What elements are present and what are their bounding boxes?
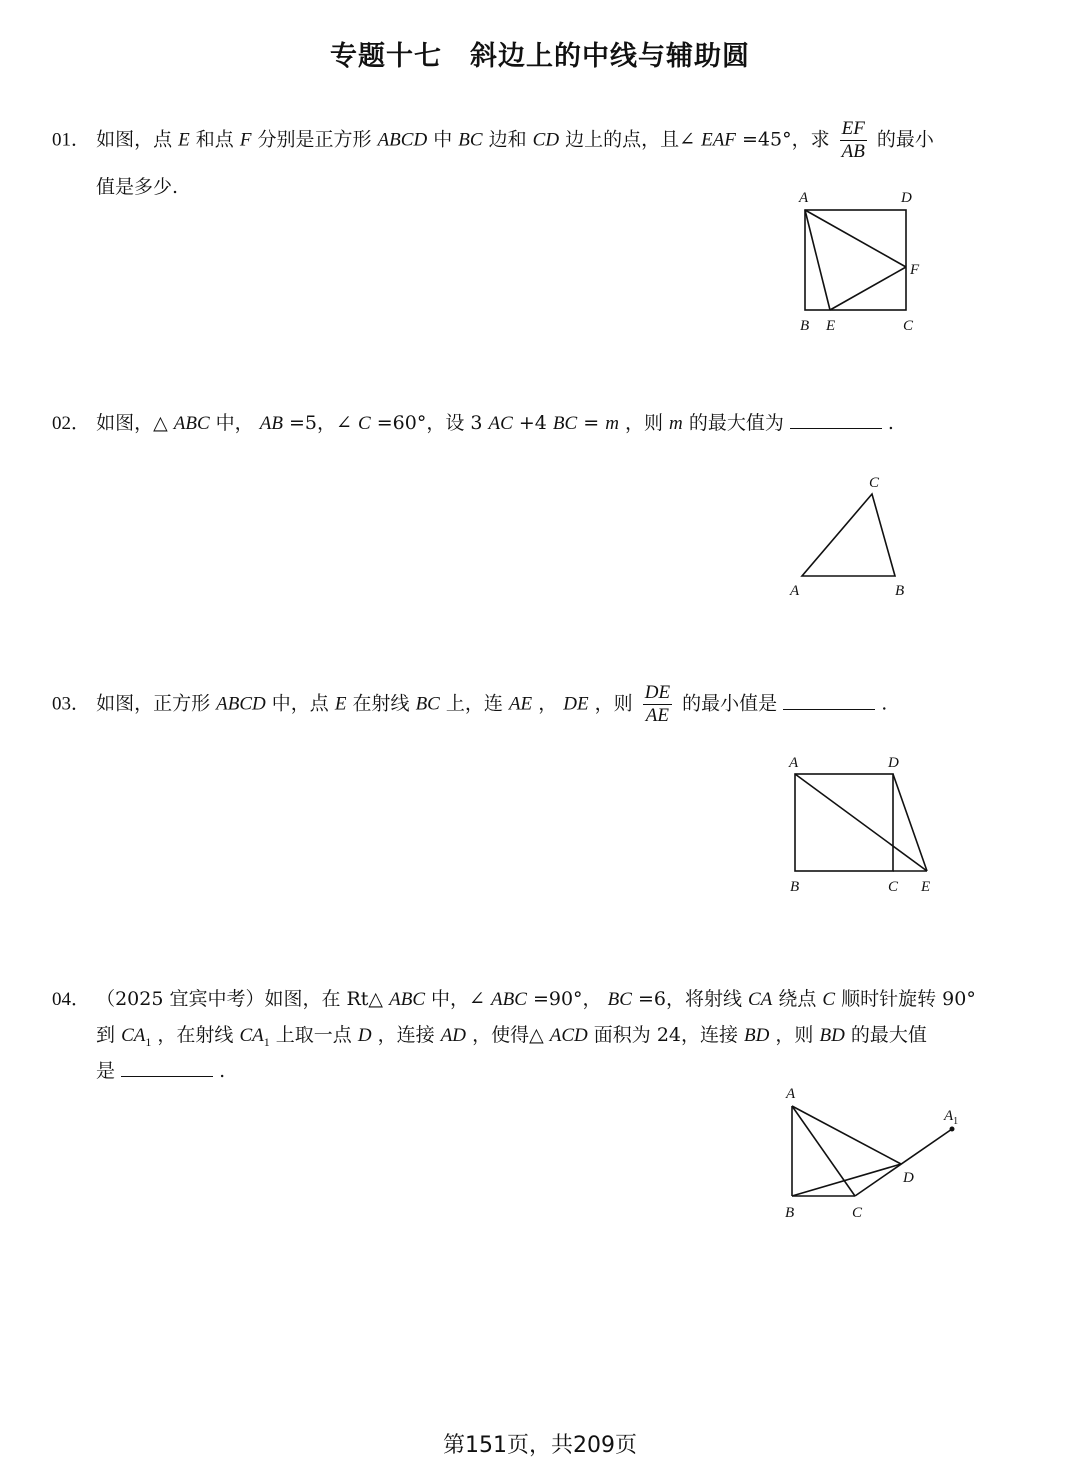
segment-af bbox=[805, 210, 906, 267]
label-c: C bbox=[903, 318, 914, 334]
label-a1-letter: A bbox=[944, 1108, 954, 1124]
problem-text: . bbox=[887, 412, 894, 434]
label-a: A bbox=[790, 583, 800, 599]
problem-text: =60°，设 3 bbox=[376, 412, 483, 434]
problem-text: 中，∠ bbox=[431, 988, 485, 1010]
math-var: CA bbox=[239, 1025, 264, 1046]
problem-04 bbox=[52, 980, 1032, 1090]
problem-text: =5，∠ bbox=[289, 412, 352, 434]
math-var: m bbox=[669, 413, 683, 434]
fraction bbox=[643, 682, 672, 727]
segment-ad bbox=[792, 1106, 901, 1164]
problem-text: ，则 bbox=[594, 692, 633, 715]
segment-ae bbox=[795, 774, 927, 871]
point-a1 bbox=[950, 1127, 955, 1132]
problem-text: ，在射线 bbox=[157, 1024, 234, 1046]
figure-04 bbox=[780, 1080, 980, 1225]
segment-ac bbox=[792, 1106, 855, 1196]
label-e: E bbox=[921, 879, 931, 895]
math-var: ABCD bbox=[216, 693, 266, 715]
fraction-denominator: AB bbox=[841, 141, 865, 162]
problem-text: . bbox=[881, 692, 888, 715]
math-var: AB bbox=[259, 413, 283, 434]
math-var: BC bbox=[607, 989, 632, 1010]
label-a1 bbox=[943, 1108, 958, 1127]
label-c: C bbox=[869, 475, 880, 491]
problem-text: 边上的点，且∠ bbox=[565, 128, 696, 151]
label-d: D bbox=[888, 755, 899, 771]
figure-01 bbox=[790, 186, 930, 336]
problem-text: 如图，点 bbox=[96, 128, 173, 151]
problem-text: 中，点 bbox=[271, 692, 329, 715]
math-var: AD bbox=[440, 1025, 467, 1046]
math-var: D bbox=[357, 1025, 372, 1046]
problem-text: ， bbox=[538, 692, 558, 715]
triangle-abc bbox=[802, 494, 895, 576]
math-var: ABCD bbox=[377, 129, 428, 151]
problem-text: 的最小值是 bbox=[682, 692, 778, 715]
math-var: BD bbox=[819, 1025, 845, 1046]
math-var: F bbox=[239, 129, 252, 151]
label-b: B bbox=[895, 583, 905, 599]
math-var: ABC bbox=[491, 989, 527, 1010]
page-footer: 第151页，共209页 bbox=[443, 1433, 637, 1458]
math-var: ABC bbox=[173, 413, 210, 434]
problem-text: 中， bbox=[215, 412, 254, 434]
fraction bbox=[840, 118, 867, 163]
label-d: D bbox=[903, 1170, 914, 1186]
math-var: E bbox=[334, 693, 347, 715]
label-e: E bbox=[826, 318, 836, 334]
answer-blank[interactable] bbox=[783, 691, 875, 710]
math-var: C bbox=[822, 989, 836, 1010]
label-b: B bbox=[785, 1205, 795, 1221]
problem-text: 如图，△ bbox=[96, 412, 168, 434]
page-title: 专题十七 斜边上的中线与辅助圆 bbox=[330, 41, 750, 72]
subscript: 1 bbox=[145, 1034, 152, 1049]
problem-number: 01． bbox=[52, 129, 91, 151]
label-f: F bbox=[910, 262, 920, 278]
problem-text: +4 bbox=[518, 412, 547, 434]
problem-text: ，连接 bbox=[377, 1024, 435, 1046]
label-b: B bbox=[790, 879, 800, 895]
math-var: ACD bbox=[549, 1025, 588, 1046]
math-var: BD bbox=[744, 1025, 770, 1046]
segment-ae bbox=[805, 210, 830, 310]
figure-02 bbox=[785, 470, 925, 605]
label-c: C bbox=[888, 879, 899, 895]
problem-number: 02． bbox=[52, 413, 91, 434]
math-var: AC bbox=[488, 413, 513, 434]
problem-text: =90°， bbox=[532, 988, 602, 1010]
problem-text: 在射线 bbox=[352, 692, 410, 715]
math-var: C bbox=[357, 413, 371, 434]
fraction-numerator: DE bbox=[644, 682, 671, 703]
problem-text: 顺时针旋转 90° bbox=[841, 988, 976, 1010]
math-var: CA bbox=[748, 989, 773, 1010]
label-d: D bbox=[901, 190, 912, 206]
problem-text: （2025 宜宾中考）如图，在 Rt△ bbox=[96, 988, 384, 1010]
math-var: AE bbox=[508, 693, 533, 715]
problem-text: 的最大值为 bbox=[688, 412, 784, 434]
math-var: CA bbox=[121, 1025, 146, 1046]
problem-number: 03． bbox=[52, 693, 91, 715]
math-var: ABC bbox=[389, 989, 425, 1010]
problem-text: 中 bbox=[433, 128, 453, 151]
math-var: E bbox=[178, 129, 190, 151]
problem-text: =6，将射线 bbox=[637, 988, 742, 1010]
square-abcd bbox=[795, 774, 893, 871]
problem-text: 是 bbox=[96, 1060, 116, 1082]
problem-text: =45°，求 bbox=[741, 128, 830, 151]
problem-text: 值是多少. bbox=[96, 176, 179, 198]
problem-text: 到 bbox=[96, 1024, 116, 1046]
figure-03 bbox=[780, 750, 940, 900]
answer-blank[interactable] bbox=[790, 410, 882, 429]
problem-text: 分别是正方形 bbox=[257, 128, 372, 151]
label-a1-subscript: 1 bbox=[953, 1116, 959, 1127]
problem-text: 上取一点 bbox=[275, 1024, 352, 1046]
label-a: A bbox=[799, 190, 809, 206]
problem-text: . bbox=[219, 1060, 226, 1082]
problem-text: 面积为 24，连接 bbox=[593, 1024, 738, 1046]
label-c: C bbox=[852, 1205, 863, 1221]
problem-text: 的最大值 bbox=[850, 1024, 927, 1046]
fraction-numerator: EF bbox=[841, 118, 865, 139]
math-var: BC bbox=[415, 693, 440, 715]
math-var: CD bbox=[532, 129, 560, 151]
problem-text: 绕点 bbox=[778, 988, 817, 1010]
problem-text: 和点 bbox=[195, 128, 234, 151]
label-a: A bbox=[786, 1086, 796, 1102]
problem-text: 上，连 bbox=[445, 692, 503, 715]
problem-text: = bbox=[583, 412, 600, 434]
problem-number: 04． bbox=[52, 989, 91, 1010]
subscript: 1 bbox=[263, 1034, 270, 1049]
math-var: BC bbox=[458, 129, 483, 151]
problem-text: 如图，正方形 bbox=[96, 692, 211, 715]
segment-ef bbox=[830, 267, 906, 310]
label-b: B bbox=[800, 318, 810, 334]
problem-text: ，使得△ bbox=[472, 1024, 544, 1046]
label-a: A bbox=[789, 755, 799, 771]
problem-text: ，则 bbox=[624, 412, 663, 434]
segment-de bbox=[893, 774, 927, 871]
problem-text: ，则 bbox=[775, 1024, 814, 1046]
problem-text: 的最小 bbox=[876, 128, 934, 151]
math-var: DE bbox=[563, 693, 589, 715]
problem-02 bbox=[52, 404, 1032, 444]
math-var: m bbox=[605, 413, 619, 434]
problem-text: 边和 bbox=[488, 128, 527, 151]
math-var: BC bbox=[552, 413, 578, 434]
problem-03 bbox=[52, 682, 1032, 726]
answer-blank[interactable] bbox=[121, 1058, 213, 1077]
segment-bd bbox=[792, 1164, 901, 1196]
fraction-denominator: AE bbox=[645, 705, 669, 726]
math-var: EAF bbox=[701, 129, 736, 151]
